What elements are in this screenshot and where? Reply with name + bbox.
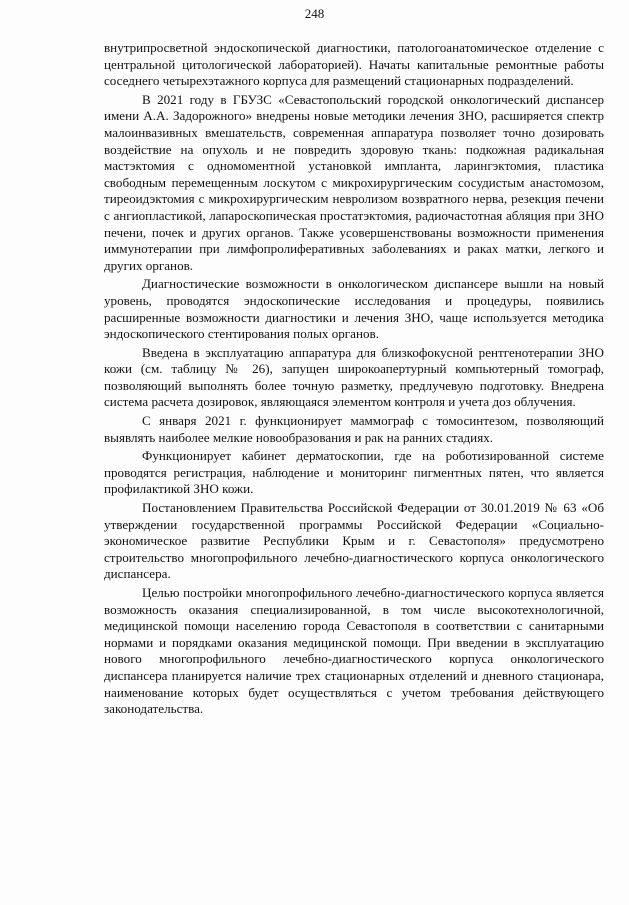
paragraph-new-methods: В 2021 году в ГБУЗС «Севастопольский городской онкологический диспансер имени А.А. Задорожного» внедрены новые методики лечения ЗНО, расширяется спектр малоинвазивных вмешательств, современная аппаратура позволяет точно дозировать воздействие на опухоль и не повредить здоровую ткань: подкожная радикальная мастэктомия с одномоментной установкой импланта, ларингэктомия, пластика свободным перемещенным лоскутом с микрохирургическим сосудистым анастомозом, тиреоидэктомия с микрохирургическим невролизом возвратного нерва, резекция печени с ангиопластикой, лапароскопическая простатэктомия, радиочастотная абляция при ЗНО печени, почек и других органов. Также усовершенствованы возможности применения иммунотерапии при лимфопролиферативных заболеваниях и раках матки, легкого и других органов.: [104, 91, 604, 273]
paragraph-government-decree: Постановлением Правительства Российской Федерации от 30.01.2019 № 63 «Об утверждении государственной программы Российской Федерации «Социально-экономическое развитие Республики Крым и г. Севастополя» предусмотрено строительство многопрофильного лечебно-диагностического корпуса онкологического диспансера.: [104, 500, 604, 582]
paragraph-mammograph: С января 2021 г. функционирует маммограф с томосинтезом, позволяющий выявлять наиболее мелкие новообразования и рак на ранних стадиях.: [104, 413, 604, 445]
document-body: [104, 40, 604, 720]
paragraph-radiotherapy: Введена в эксплуатацию аппаратура для близкофокусной рентгенотерапии ЗНО кожи (см. таблицу № 26), запущен широкоапертурный компьютерный томограф, позволяющий выполнять более точную разметку, предлучевую подготовку. Внедрена система расчета дозировок, являющаяся элементом контроля и учета доз облучения.: [104, 344, 604, 410]
paragraph-construction-goal: Целью постройки многопрофильного лечебно-диагностического корпуса является возможность оказания специализированной, в том числе высокотехнологичной, медицинской помощи населению города Севастополя в соответствии с санитарными нормами и порядками оказания медицинской помощи. При введении в эксплуатацию нового многопрофильного лечебно-диагностического корпуса онкологического диспансера планируется наличие трех стационарных отделений и дневного стационара, наименование которых будет осуществляться с учетом требования действующего законодательства.: [104, 585, 604, 717]
paragraph-continuation: внутрипросветной эндоскопической диагностики, патологоанатомическое отделение с центральной цитологической лабораторией). Начаты капитальные ремонтные работы соседнего четырехэтажного корпуса для размещений стационарных подразделений.: [104, 40, 604, 89]
paragraph-dermatoscopy: Функционирует кабинет дерматоскопии, где на роботизированной системе проводятся регистрация, наблюдение и мониторинг пигментных пятен, что является профилактикой ЗНО кожи.: [104, 448, 604, 497]
page-number: 248: [304, 6, 325, 21]
paragraph-diagnostics: Диагностические возможности в онкологическом диспансере вышли на новый уровень, проводятся эндоскопические исследования и процедуры, появились расширенные возможности диагностики и лечения ЗНО, чаще используется методика эндоскопического стентирования полых органов.: [104, 276, 604, 342]
